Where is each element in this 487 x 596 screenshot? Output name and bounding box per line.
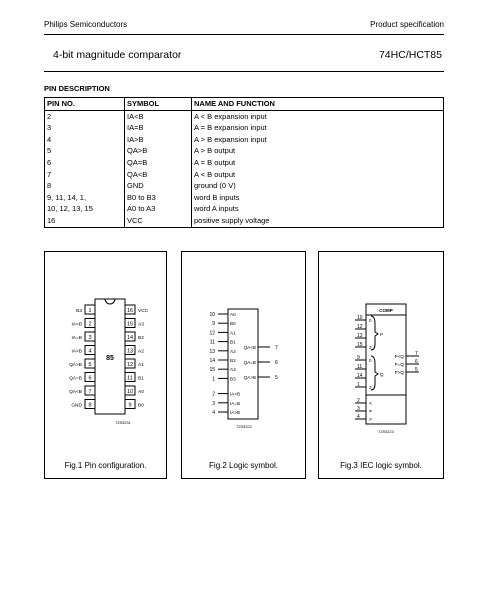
expansion-symbol: <: [369, 401, 372, 407]
pin-number: 4: [88, 348, 92, 355]
document-title: 4-bit magnitude comparator: [53, 49, 182, 61]
pin-name: IA>B: [71, 349, 82, 355]
figure-iec-logic-symbol: [318, 251, 444, 479]
pin-number: 8: [88, 402, 92, 409]
pin-number: 10: [126, 389, 134, 395]
function-cell: A = B output: [192, 157, 444, 169]
input-pin-number: 12: [357, 324, 363, 330]
input-name: A0: [230, 312, 236, 317]
figure-1-caption: Fig.1 Pin configuration.: [64, 461, 147, 470]
p-brace: [371, 316, 378, 350]
figure-logic-symbol: [181, 251, 306, 479]
pin-number-cell: 6: [45, 157, 125, 169]
input-pin-number: 2: [357, 398, 360, 404]
function-cell: word B inputs: [192, 192, 444, 204]
input-name: IA>B: [230, 410, 241, 415]
pin-number-cell: 3: [45, 122, 125, 134]
input-name: B1: [230, 339, 236, 345]
p-tag-top: 0: [369, 318, 372, 323]
pin-name: IA=B: [71, 336, 82, 341]
chip-notch: [105, 299, 115, 304]
table-row: [45, 180, 444, 192]
symbol-cell: QA>B: [125, 145, 192, 157]
input-pin-number: 2: [212, 391, 215, 398]
logic-symbol-diagram: [182, 252, 305, 452]
output-name: P=Q: [394, 362, 404, 367]
iec-symbol-diagram: [319, 252, 443, 452]
pin-number-cell: 16: [45, 215, 125, 227]
pin-name: IA<B: [71, 322, 82, 328]
pin-number: 6: [88, 375, 92, 382]
function-cell: positive supply voltage: [192, 215, 444, 227]
figure-code: 7Z93231: [115, 420, 131, 425]
output-pin-number: 6: [275, 360, 278, 366]
column-header: NAME AND FUNCTION: [192, 98, 444, 111]
symbol-cell: QA=B: [125, 157, 192, 169]
output-name: QA=B: [243, 360, 256, 365]
column-header: SYMBOL: [125, 98, 192, 111]
pin-number-cell: 9, 11, 14, 1,: [45, 192, 125, 204]
output-pin-number: 5: [275, 375, 278, 381]
p-letter: P: [380, 332, 384, 337]
output-pin-number: 7: [275, 345, 278, 351]
input-pin-number: 4: [357, 414, 360, 420]
input-pin-number: 4: [212, 410, 215, 416]
figure-code: 7Z93222: [236, 424, 252, 429]
pin-number: 3: [88, 335, 92, 341]
table-row: [45, 122, 444, 134]
pin-number: 11: [127, 375, 133, 382]
function-cell: word A inputs: [192, 203, 444, 215]
q-tag-bottom: 3: [369, 385, 372, 390]
input-pin-number: 9: [357, 355, 360, 361]
input-pin-number: 10: [357, 315, 363, 321]
pin-name: B1: [138, 376, 144, 382]
pin-number: 5: [88, 362, 92, 368]
input-pin-number: 14: [357, 373, 363, 379]
input-pin-number: 10: [209, 312, 215, 318]
function-cell: A > B output: [192, 145, 444, 157]
pin-number: 15: [126, 321, 134, 328]
input-name: B2: [230, 358, 236, 363]
pin-number-cell: 4: [45, 134, 125, 146]
symbol-cell: IA=B: [125, 122, 192, 134]
q-brace: [371, 356, 378, 390]
column-header: PIN NO.: [45, 98, 125, 111]
symbol-cell: A0 to A3: [125, 203, 192, 215]
input-pin-number: 13: [357, 333, 363, 339]
pin-name: B3: [76, 309, 82, 314]
chip-label: 85: [106, 355, 114, 362]
pin-number-cell: 2: [45, 110, 125, 122]
input-pin-number: 12: [209, 330, 215, 337]
input-pin-number: 15: [357, 342, 363, 348]
expansion-symbol: >: [369, 417, 372, 423]
output-pin-number: 7: [415, 351, 418, 357]
company-name: Philips Semiconductors: [44, 20, 128, 29]
table-row: [45, 203, 444, 215]
table-row: [45, 134, 444, 146]
table-row: [45, 169, 444, 181]
pin-configuration-diagram: [45, 252, 166, 452]
input-name: A3: [230, 367, 236, 373]
q-letter: Q: [380, 372, 384, 377]
symbol-cell: GND: [125, 180, 192, 192]
pin-number: 2: [88, 321, 92, 328]
document-type: Product specification: [370, 20, 444, 29]
pin-number: 16: [126, 308, 134, 314]
pin-name: B0: [138, 403, 144, 409]
input-name: A1: [230, 330, 236, 336]
symbol-cell: VCC: [125, 215, 192, 227]
output-pin-number: 5: [415, 367, 418, 373]
pin-name: QA=B: [69, 376, 82, 382]
input-pin-number: 3: [212, 400, 215, 407]
pin-name: GND: [71, 403, 82, 409]
input-pin-number: 9: [212, 321, 215, 328]
input-pin-number: 1: [357, 382, 360, 388]
table-row: [45, 157, 444, 169]
expansion-symbol: =: [369, 409, 372, 415]
figure-pin-configuration: [44, 251, 167, 479]
table-header-row: [45, 98, 444, 111]
pin-number: 7: [88, 389, 92, 395]
pin-description-table: [44, 97, 444, 228]
input-pin-number: 13: [209, 348, 215, 355]
symbol-cell: IA>B: [125, 134, 192, 146]
pin-name: A2: [138, 349, 144, 355]
figure-code: 7Z93223: [378, 429, 394, 434]
input-name: B3: [230, 376, 236, 382]
table-row: [45, 215, 444, 227]
figure-3-caption: Fig.3 IEC logic symbol.: [340, 461, 422, 470]
pin-number-cell: 8: [45, 180, 125, 192]
output-pin-number: 6: [415, 359, 418, 365]
pin-name: QA<B: [69, 390, 82, 395]
input-pin-number: 11: [357, 364, 363, 370]
header-rule: [44, 34, 444, 35]
figure-2-caption: Fig.2 Logic symbol.: [209, 461, 278, 470]
function-cell: A = B expansion input: [192, 122, 444, 134]
title-rule: [44, 71, 444, 72]
output-name: P<Q: [394, 354, 404, 359]
section-heading: PIN DESCRIPTION: [44, 84, 110, 93]
pin-number: 9: [128, 402, 132, 409]
pin-name: B2: [138, 336, 144, 341]
part-number: 74HC/HCT85: [378, 49, 442, 61]
symbol-cell: B0 to B3: [125, 192, 192, 204]
input-pin-number: 15: [209, 367, 215, 374]
input-pin-number: 14: [209, 358, 215, 364]
pin-name: A0: [138, 390, 144, 395]
input-name: A2: [230, 348, 236, 354]
symbol-cell: IA<B: [125, 110, 192, 122]
pin-number: 1: [88, 308, 92, 314]
output-name: QA>B: [243, 375, 256, 380]
pin-number: 12: [126, 362, 134, 368]
pin-name: QA>B: [69, 363, 82, 368]
function-cell: ground (0 V): [192, 180, 444, 192]
pin-number-cell: 10, 12, 13, 15: [45, 203, 125, 215]
function-cell: A < B output: [192, 169, 444, 181]
pin-number-cell: 5: [45, 145, 125, 157]
q-tag-top: 0: [369, 358, 372, 363]
input-name: IA=B: [230, 400, 241, 406]
pin-name: A3: [138, 322, 144, 328]
output-name: P>Q: [394, 370, 404, 375]
p-tag-bottom: 3: [369, 345, 372, 350]
input-pin-number: 3: [357, 406, 360, 412]
pin-name: VCC: [138, 309, 149, 314]
input-pin-number: 11: [209, 339, 215, 346]
comp-label: COMP: [379, 308, 393, 313]
table-row: [45, 110, 444, 122]
output-name: QA<B: [243, 345, 256, 350]
pin-name: A1: [138, 363, 144, 368]
pin-number: 14: [126, 335, 134, 341]
function-cell: A < B expansion input: [192, 110, 444, 122]
pin-number: 13: [126, 348, 134, 355]
pin-number-cell: 7: [45, 169, 125, 181]
table-row: [45, 192, 444, 204]
table-row: [45, 145, 444, 157]
input-name: B0: [230, 321, 236, 327]
input-name: IA<B: [230, 391, 241, 397]
input-pin-number: 1: [212, 376, 215, 383]
function-cell: A > B expansion input: [192, 134, 444, 146]
symbol-cell: QA<B: [125, 169, 192, 181]
